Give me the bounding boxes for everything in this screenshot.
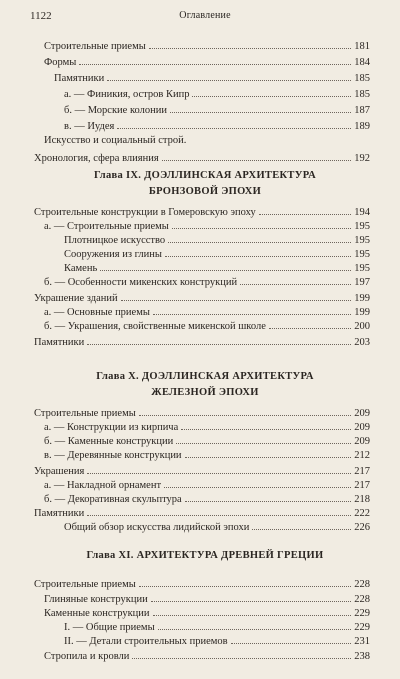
toc-entry-label: Украшения — [34, 466, 85, 477]
toc-entry-page: 212 — [354, 450, 370, 461]
toc-entry-page: 185 — [354, 89, 370, 100]
toc-entry-page: 228 — [354, 579, 370, 590]
dot-leader — [153, 605, 351, 616]
toc-entry-page: 195 — [354, 221, 370, 232]
toc-entry — [64, 118, 370, 132]
toc-entry-page: 218 — [354, 494, 370, 505]
toc-entry-page: 187 — [354, 105, 370, 116]
dot-leader — [172, 218, 351, 229]
toc-entry-page: 189 — [354, 121, 370, 132]
toc-entry-label: Глиняные конструкции — [44, 594, 148, 605]
dot-leader — [107, 70, 351, 81]
dot-leader — [165, 246, 351, 257]
toc-entry-page: 184 — [354, 57, 370, 68]
toc-entry-page: 194 — [354, 207, 370, 218]
toc-entry-page: 222 — [354, 508, 370, 519]
toc-entry-label: Строительные конструкции в Гомеровскую эпоху — [34, 207, 256, 218]
dot-leader — [269, 318, 351, 329]
dot-leader — [139, 576, 351, 587]
toc-entry — [64, 260, 370, 274]
toc-entry — [44, 447, 370, 461]
toc-entry-label: Строительные приемы — [34, 579, 136, 590]
toc-entry-label: а. — Конструкции из кирпича — [44, 422, 179, 433]
toc-entry — [64, 519, 370, 533]
toc-entry-label: б. — Декоративная скульптура — [44, 494, 182, 505]
toc-entry-label: I. — Общие приемы — [64, 622, 155, 633]
toc-entry-label: б. — Морские колонии — [64, 105, 167, 116]
dot-leader — [162, 150, 351, 161]
toc-entry — [44, 318, 370, 332]
toc-entry — [44, 274, 370, 288]
toc-entry-page: 238 — [354, 651, 370, 662]
chapter-title: Глава IX. ДОЭЛЛИНСКАЯ АРХИТЕКТУРА — [94, 170, 316, 181]
running-title: Оглавление — [179, 10, 231, 21]
dot-leader — [231, 633, 351, 644]
toc-entry-label: Памятники — [54, 73, 105, 84]
toc-entry-page: 192 — [354, 153, 370, 164]
dot-leader — [153, 304, 351, 315]
toc-entry-page: 195 — [354, 263, 370, 274]
toc-entry-label: Сооружения из глины — [64, 249, 162, 260]
toc-entry-label: б. — Украшения, свойственные микенской школе — [44, 321, 266, 332]
toc-entry-label: Плотницкое искусство — [64, 235, 166, 246]
toc-entry-page: 229 — [354, 608, 370, 619]
toc-entry — [64, 232, 370, 246]
toc-entry-label: Каменные конструкции — [44, 608, 150, 619]
dot-leader — [87, 505, 351, 516]
chapter-subtitle: ЖЕЛЕЗНОЙ ЭПОХИ — [151, 387, 259, 398]
dot-leader — [181, 419, 351, 430]
toc-entry-page: 195 — [354, 235, 370, 246]
dot-leader — [158, 619, 351, 630]
toc-entry — [34, 405, 370, 419]
dot-leader — [117, 118, 351, 129]
toc-entry-page: 195 — [354, 249, 370, 260]
toc-entry-page: 199 — [354, 307, 370, 318]
toc-entry-label: Стропила и кровли — [44, 651, 130, 662]
dot-leader — [87, 334, 351, 345]
toc-entry-page: 199 — [354, 293, 370, 304]
toc-entry-label: Строительные приемы — [34, 408, 136, 419]
toc-entry — [34, 150, 370, 164]
toc-entry-label: а. — Строительные приемы — [44, 221, 169, 232]
toc-entry — [54, 70, 370, 84]
dot-leader — [240, 274, 351, 285]
toc-entry — [44, 304, 370, 318]
dot-leader — [79, 54, 351, 65]
dot-leader — [164, 477, 351, 488]
dot-leader — [176, 433, 351, 444]
toc-entry-page: 209 — [354, 422, 370, 433]
toc-entry-page: 226 — [354, 522, 370, 533]
dot-leader — [185, 491, 351, 502]
toc-entry-label: б. — Каменные конструкции — [44, 436, 174, 447]
toc-entry-page: 228 — [354, 594, 370, 605]
toc-entry-page: 217 — [354, 466, 370, 477]
dot-leader — [185, 447, 351, 458]
toc-entry-page: 217 — [354, 480, 370, 491]
toc-entry — [64, 619, 370, 633]
chapter-title: Глава X. ДОЭЛЛИНСКАЯ АРХИТЕКТУРА — [96, 371, 314, 382]
toc-entry — [34, 463, 370, 477]
toc-entry-label: в. — Деревянные конструкции — [44, 450, 182, 461]
dot-leader — [252, 519, 351, 530]
toc-entry-page: 231 — [354, 636, 370, 647]
toc-entry-label: Камень — [64, 263, 98, 274]
toc-entry-page: 200 — [354, 321, 370, 332]
dot-leader — [139, 405, 351, 416]
toc-entry — [34, 505, 370, 519]
toc-entry-page: 185 — [354, 73, 370, 84]
toc-entry — [44, 648, 370, 662]
toc-entry-label: а. — Накладной орнамент — [44, 480, 162, 491]
dot-leader — [121, 290, 351, 301]
toc-entry — [64, 102, 370, 116]
dot-leader — [132, 648, 351, 659]
toc-entry — [34, 576, 370, 590]
toc-entry — [44, 491, 370, 505]
toc-entry-label: Искусство и социальный строй. — [44, 135, 187, 146]
toc-entry-page: 229 — [354, 622, 370, 633]
toc-entry — [64, 246, 370, 260]
toc-entry-label: Общий обзор искусства лидийской эпохи — [64, 522, 250, 533]
toc-entry — [44, 477, 370, 491]
dot-leader — [151, 591, 351, 602]
toc-entry — [44, 38, 370, 52]
toc-entry — [44, 591, 370, 605]
toc-entry-label: а. — Финикия, остров Кипр — [64, 89, 190, 100]
toc-entry — [44, 218, 370, 232]
toc-entry — [64, 633, 370, 647]
toc-entry — [44, 134, 370, 148]
toc-entry — [34, 290, 370, 304]
toc-entry-label: в. — Иудея — [64, 121, 115, 132]
dot-leader — [100, 260, 351, 271]
toc-entry — [44, 419, 370, 433]
dot-leader — [168, 232, 351, 243]
toc-entry-label: Памятники — [34, 337, 85, 348]
toc-entry-label: а. — Основные приемы — [44, 307, 150, 318]
dot-leader — [170, 102, 351, 113]
toc-entry-label: Хронология, сфера влияния — [34, 153, 159, 164]
toc-entry-page: 197 — [354, 277, 370, 288]
toc-entry-label: II. — Детали строительных приемов — [64, 636, 228, 647]
page-number: 1122 — [30, 10, 52, 22]
toc-entry-label: Памятники — [34, 508, 85, 519]
toc-entry-page: 203 — [354, 337, 370, 348]
dot-leader — [87, 463, 351, 474]
dot-leader — [192, 86, 351, 97]
toc-entry — [44, 54, 370, 68]
toc-entry-page: 181 — [354, 41, 370, 52]
toc-entry — [64, 86, 370, 100]
dot-leader — [259, 204, 351, 215]
toc-entry — [34, 334, 370, 348]
page-header — [30, 10, 380, 24]
toc-entry — [44, 433, 370, 447]
toc-entry-page: 209 — [354, 408, 370, 419]
toc-entry-page: 209 — [354, 436, 370, 447]
dot-leader — [149, 38, 351, 49]
toc-entry — [34, 204, 370, 218]
chapter-title: Глава XI. АРХИТЕКТУРА ДРЕВНЕЙ ГРЕЦИИ — [86, 550, 324, 561]
toc-entry-label: Строительные приемы — [44, 41, 146, 52]
toc-entry — [44, 605, 370, 619]
chapter-subtitle: БРОНЗОВОЙ ЭПОХИ — [148, 186, 262, 197]
toc-entry-label: Формы — [44, 57, 77, 68]
toc-entry-label: Украшение зданий — [34, 293, 118, 304]
toc-entry-label: б. — Особенности микенских конструкций — [44, 277, 238, 288]
